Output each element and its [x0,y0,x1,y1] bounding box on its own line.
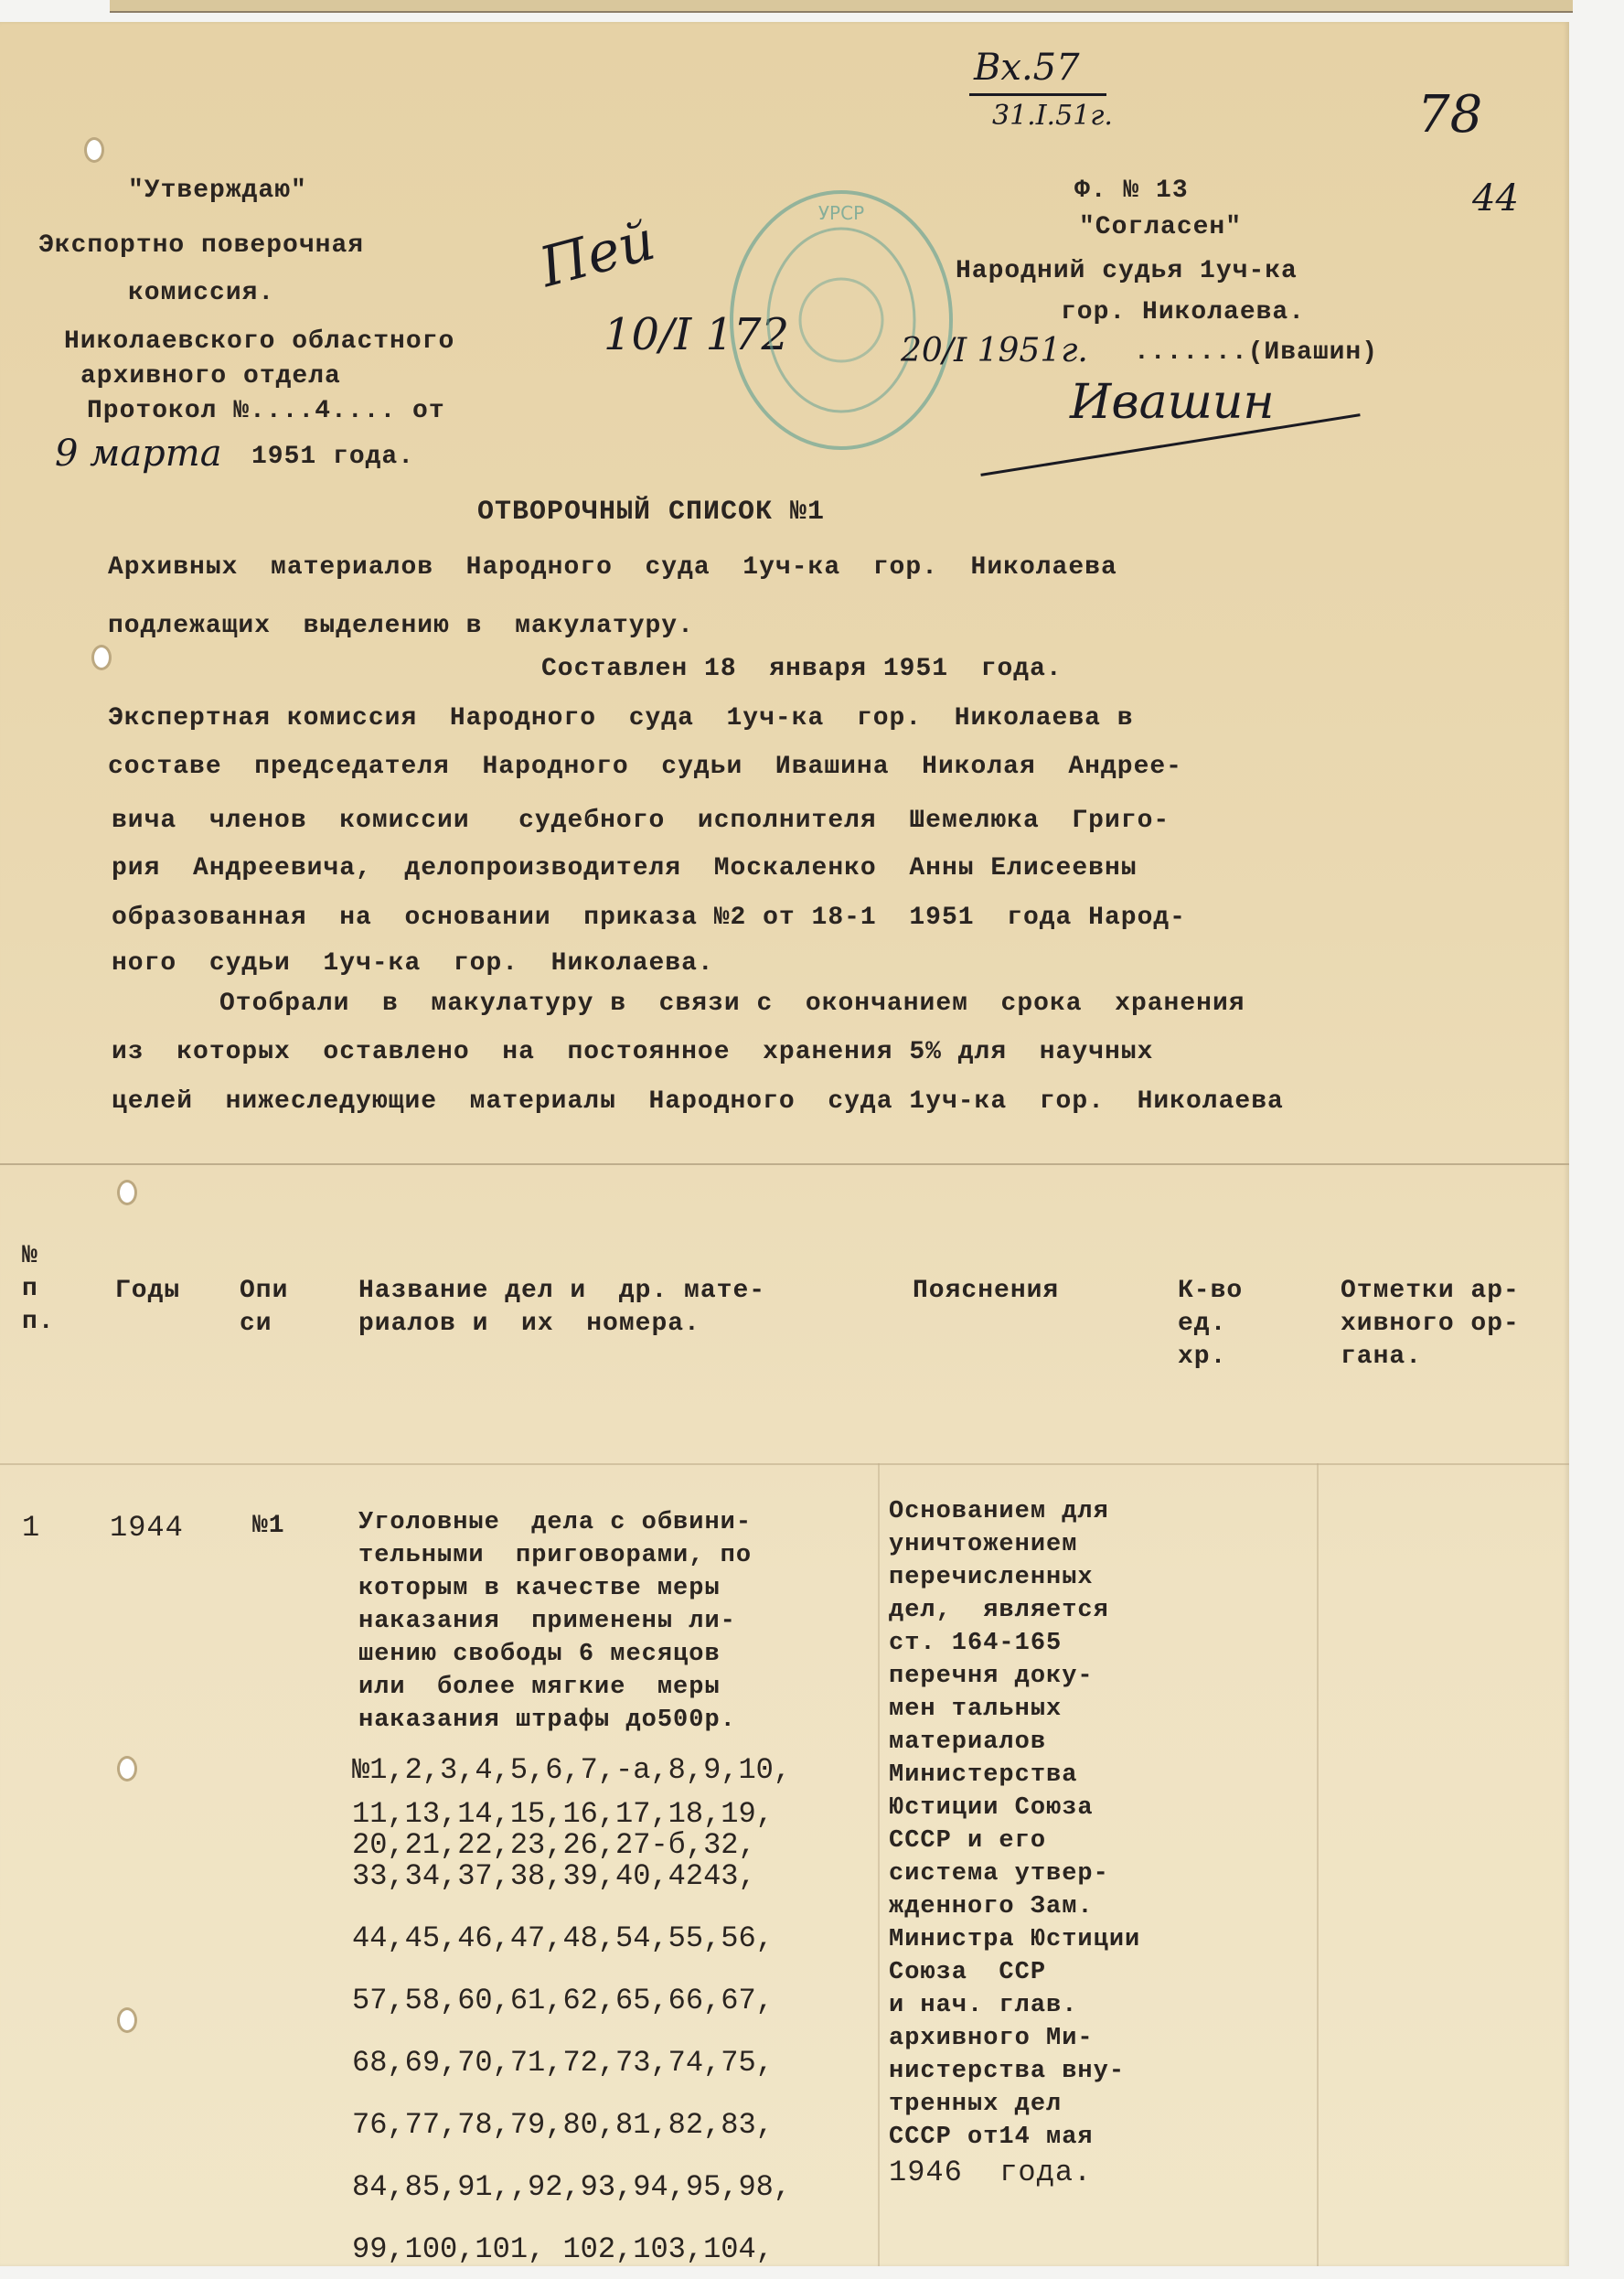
incoming-number: Вх.57 [974,47,1080,89]
notes-line: Министерства [889,1761,1078,1789]
body-line: Архивных материалов Народного суда 1уч-ка гор. Николаева [108,553,1117,582]
body-line: вича членов комиссии судебного исполнителя Шемелюка Григо- [112,807,1170,835]
body-line: Отобрали в макулатуру в связи с окончанием срока хранения [219,990,1245,1018]
notes-line: мен тальных [889,1696,1063,1723]
round-stamp [722,183,960,457]
notes-line: 1946 года. [889,2156,1093,2189]
column-rule [878,1463,880,2266]
agreed-date-handwritten: 20/I 1951г. [901,332,1088,369]
numbers-line: 76,77,78,79,80,81,82,83, [352,2108,774,2142]
header-qty [1178,1279,1243,1377]
header-text: гана. [1341,1343,1423,1371]
header-text: ед. [1178,1310,1227,1338]
description-line: шению свободы 6 месяцов [358,1641,721,1668]
protocol-line: Протокол №....4.... от [87,397,445,425]
notes-line: архивного Ми- [889,2025,1094,2052]
underline [969,93,1106,96]
header-text: хивного ор- [1341,1310,1520,1338]
header-num [22,1244,55,1343]
header-years: Годы [115,1277,181,1305]
header-text: Отметки ар- [1341,1277,1520,1305]
notes-line: Союза ССР [889,1959,1047,1986]
numbers-line: 20,21,22,23,26,27-б,32, [352,1828,756,1862]
description-line: наказания штрафы до500р. [358,1707,736,1734]
notes-line: СССР и его [889,1827,1047,1855]
description-line: Уголовные дела с обвини- [358,1509,753,1536]
description-line: наказания применены ли- [358,1608,736,1635]
numbers-line: 33,34,37,38,39,40,4243, [352,1859,756,1893]
row-inventory: №1 [252,1512,285,1540]
numbers-line: 57,58,60,61,62,65,66,67, [352,1984,774,2017]
header-left-line: Экспортно поверочная [38,231,365,260]
notes-line: дел, является [889,1597,1109,1624]
body-line: из которых оставлено на постоянное хранения 5% для научных [112,1038,1154,1066]
notes-line: материалов [889,1728,1047,1756]
notes-line: СССР от14 мая [889,2124,1094,2151]
incoming-date: 31.I.51г. [992,100,1113,132]
binder-hole [117,2007,137,2033]
protocol-date-handwritten: 9 марта [55,433,222,475]
numbers-line: 11,13,14,15,16,17,18,19, [352,1797,774,1831]
numbers-line: 99,100,101, 102,103,104, [352,2232,774,2266]
numbers-line: 84,85,91,,92,93,94,95,98, [352,2170,792,2204]
resolution-scribble: Пей [533,208,662,301]
judge-city: гор. Николаева. [1061,298,1306,326]
notes-line: Юстиции Союза [889,1794,1094,1822]
table-top-rule [0,1163,1569,1165]
header-notes: Пояснения [913,1277,1060,1305]
row-description [358,1511,752,1741]
row-year: 1944 [110,1511,184,1545]
header-text: си [240,1310,272,1338]
description-line: тельными приговорами, по [358,1542,753,1569]
numbers-line: 44,45,46,47,48,54,55,56, [352,1921,774,1955]
notes-line: ст. 164-165 [889,1630,1063,1657]
header-text: хр. [1178,1343,1227,1371]
document-title: ОТВОРОЧНЫЙ СПИСОК №1 [477,497,826,528]
header-inventory [240,1279,288,1344]
corner-number: 78 [1417,85,1483,144]
binder-hole [117,1756,137,1781]
column-rule [1317,1463,1319,2266]
notes-line: Министра Юстиции [889,1926,1141,1953]
header-left-line: архивного отдела [80,362,341,391]
judge-signature: Ивашин [1070,375,1275,430]
form-number: Ф. № 13 [1074,177,1189,205]
approve-label: "Утверждаю" [128,177,307,205]
header-name [358,1279,765,1344]
row-case-numbers [352,1753,792,2279]
svg-text:УРСР: УРСР [817,202,865,224]
compiled-date: Составлен 18 января 1951 года. [541,655,1063,683]
notes-line: перечня доку- [889,1663,1094,1690]
header-left-line: Николаевского областного [64,327,455,356]
header-archive-marks [1341,1279,1520,1377]
header-text: № [22,1242,38,1270]
body-line: целей нижеследующие материалы Народного суда 1уч-ка гор. Николаева [112,1087,1284,1116]
notes-line: тренных дел [889,2091,1063,2118]
judge-title: Народний судья 1уч-ка [956,257,1298,285]
body-line: рия Андреевича, делопроизводителя Москаленко Анны Елисеевны [112,854,1138,883]
judge-name: .......(Ивашин) [1134,338,1379,367]
table-header-rule [0,1463,1569,1465]
header-left-line: комиссия. [128,279,275,307]
notes-line: жденного Зам. [889,1893,1094,1921]
body-line: Экспертная комиссия Народного суда 1уч-ка гор. Николаева в [108,704,1134,733]
body-line: образованная на основании приказа №2 от 18-1 1951 года Народ- [112,904,1186,932]
body-line: составе председателя Народного судьи Ивашина Николая Андрее- [108,753,1182,781]
binder-hole [117,1180,137,1205]
notes-line: система утвер- [889,1860,1109,1888]
description-line: которым в качестве меры [358,1575,721,1602]
row-notes [889,1500,1140,2196]
binder-hole [84,137,104,163]
header-text: п. [22,1308,55,1336]
numbers-line: 68,69,70,71,72,73,74,75, [352,2046,774,2080]
header-text: Опи [240,1277,289,1305]
description-line: или более мягкие меры [358,1674,721,1701]
notes-line: нистерства вну- [889,2058,1126,2085]
agreed-label: "Согласен" [1079,213,1243,241]
header-text: К-во [1178,1277,1244,1305]
underlying-page-edge [110,0,1573,13]
notes-line: перечисленных [889,1564,1094,1591]
notes-line: уничтожением [889,1531,1078,1558]
body-line: подлежащих выделению в макулатуру. [108,612,694,640]
body-line: ного судьи 1уч-ка гор. Николаева. [112,949,714,978]
resolution-number: 10/I 172 [604,309,790,360]
header-text: риалов и их номера. [358,1310,700,1338]
notes-line: Основанием для [889,1498,1109,1525]
row-number: 1 [22,1511,41,1545]
header-text: п [22,1275,38,1303]
protocol-year: 1951 года. [251,443,415,471]
notes-line: и нач. глав. [889,1992,1078,2019]
binder-hole [91,645,112,670]
header-text: Название дел и др. мате- [358,1277,766,1305]
numbers-line: №1,2,3,4,5,6,7,-а,8,9,10, [352,1753,792,1787]
corner-number-2: 44 [1472,177,1519,219]
